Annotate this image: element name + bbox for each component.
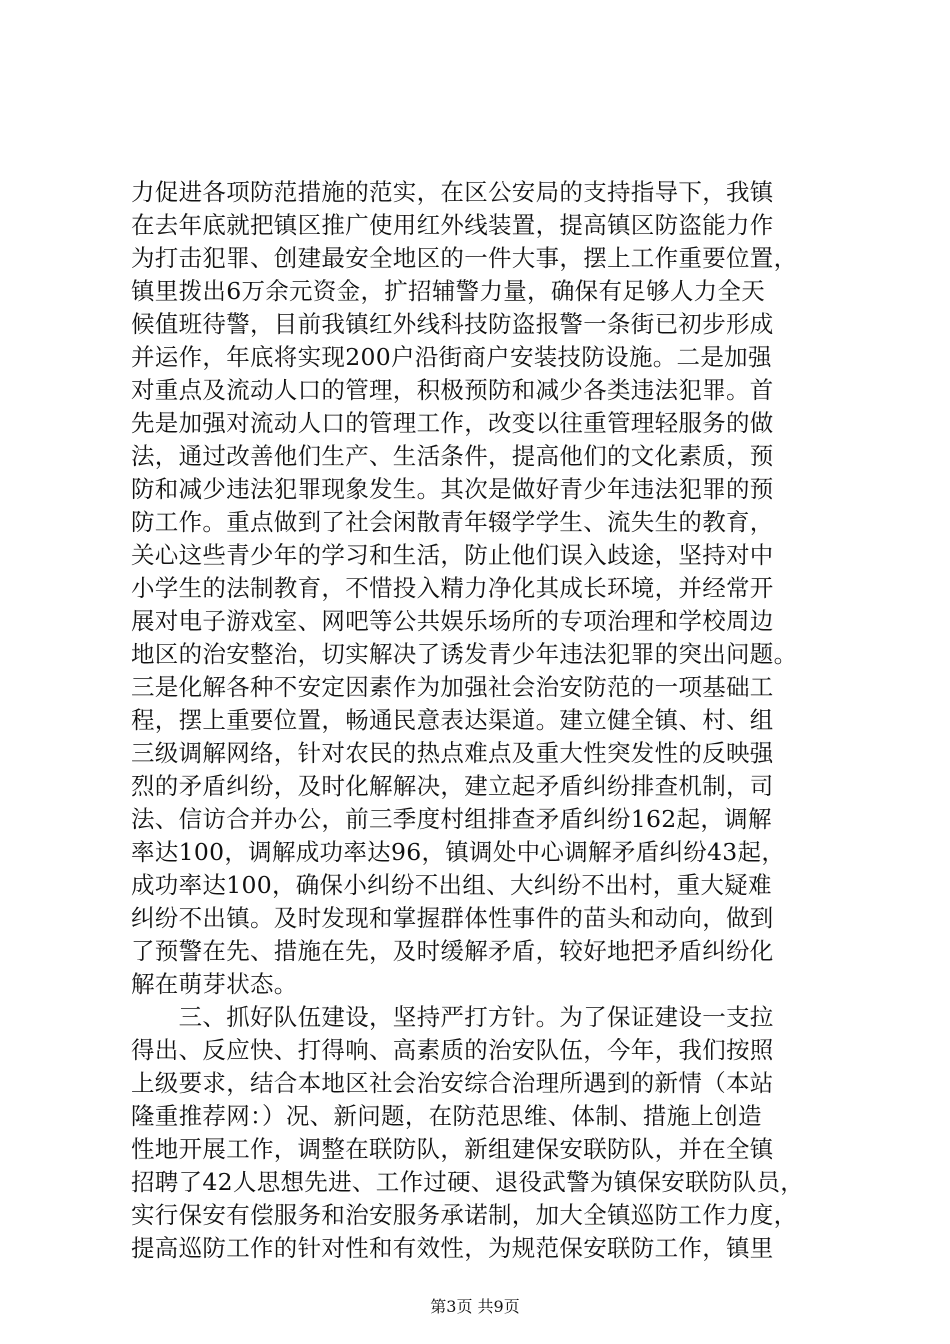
text-line: 为打击犯罪、创建最安全地区的一件大事，摆上工作重要位置，: [131, 244, 798, 272]
text-line: 率达100，调解成功率达96，镇调处中心调解矛盾纠纷43起，: [131, 838, 786, 866]
text-line: 得出、反应快、打得响、高素质的治安队伍，今年，我们按照: [131, 1036, 774, 1064]
text-line: 防和减少违法犯罪现象发生。其次是做好青少年违法犯罪的预: [131, 475, 774, 503]
text-line: 招聘了42人思想先进、工作过硬、退役武警为镇保安联防队员，: [131, 1168, 805, 1196]
page-footer: 第3页 共9页: [430, 1297, 520, 1316]
text-line: 法、信访合并办公，前三季度村组排查矛盾纠纷162起，调解: [131, 805, 772, 833]
text-line: 法，通过改善他们生产、生活条件，提高他们的文化素质，预: [131, 442, 774, 470]
text-line: 候值班待警，目前我镇红外线科技防盗报警一条街已初步形成: [131, 310, 774, 338]
text-line: 力促进各项防范措施的范实，在区公安局的支持指导下，我镇: [131, 178, 774, 206]
text-line: 了预警在先、措施在先，及时缓解矛盾，较好地把矛盾纠纷化: [131, 937, 774, 965]
text-line: 地区的治安整治，切实解决了诱发青少年违法犯罪的突出问题。: [131, 640, 798, 668]
text-line: 三是化解各种不安定因素作为加强社会治安防范的一项基础工: [131, 673, 774, 701]
body-text: [131, 176, 831, 1265]
text-line: 在去年底就把镇区推广使用红外线装置，提高镇区防盗能力作: [131, 211, 774, 239]
text-line: 三、抓好队伍建设，坚持严打方针。为了保证建设一支拉: [131, 1003, 774, 1031]
text-line: 关心这些青少年的学习和生活，防止他们误入歧途，坚持对中: [131, 541, 774, 569]
text-line: 上级要求，结合本地区社会治安综合治理所遇到的新情（本站: [131, 1069, 774, 1097]
text-line: 防工作。重点做到了社会闲散青年辍学学生、流失生的教育，: [131, 508, 774, 536]
text-line: 解在萌芽状态。: [131, 970, 298, 998]
text-line: 展对电子游戏室、网吧等公共娱乐场所的专项治理和学校周边: [131, 607, 774, 635]
text-line: 实行保安有偿服务和治安服务承诺制，加大全镇巡防工作力度，: [131, 1201, 798, 1229]
text-line: 烈的矛盾纠纷，及时化解解决，建立起矛盾纠纷排查机制，司: [131, 772, 774, 800]
text-line: 小学生的法制教育，不惜投入精力净化其成长环境，并经常开: [131, 574, 774, 602]
text-line: 先是加强对流动人口的管理工作，改变以往重管理轻服务的做: [131, 409, 774, 437]
text-line: 纠纷不出镇。及时发现和掌握群体性事件的苗头和动向，做到: [131, 904, 774, 932]
text-line: 程，摆上重要位置，畅通民意表达渠道。建立健全镇、村、组: [131, 706, 774, 734]
text-line: 镇里拨出6万余元资金，扩招辅警力量，确保有足够人力全天: [131, 277, 766, 305]
text-line: 性地开展工作，调整在联防队，新组建保安联防队，并在全镇: [131, 1135, 774, 1163]
text-line: 成功率达100，确保小纠纷不出组、大纠纷不出村，重大疑难: [131, 871, 772, 899]
text-line: 三级调解网络，针对农民的热点难点及重大性突发性的反映强: [131, 739, 774, 767]
text-line: 提高巡防工作的针对性和有效性，为规范保安联防工作，镇里: [131, 1234, 774, 1262]
text-line: 并运作，年底将实现200户沿街商户安装技防设施。二是加强: [131, 343, 772, 371]
text-line: 隆重推荐网：）况、新问题，在防范思维、体制、措施上创造: [131, 1102, 762, 1130]
text-line: 对重点及流动人口的管理，积极预防和减少各类违法犯罪。首: [131, 376, 774, 404]
